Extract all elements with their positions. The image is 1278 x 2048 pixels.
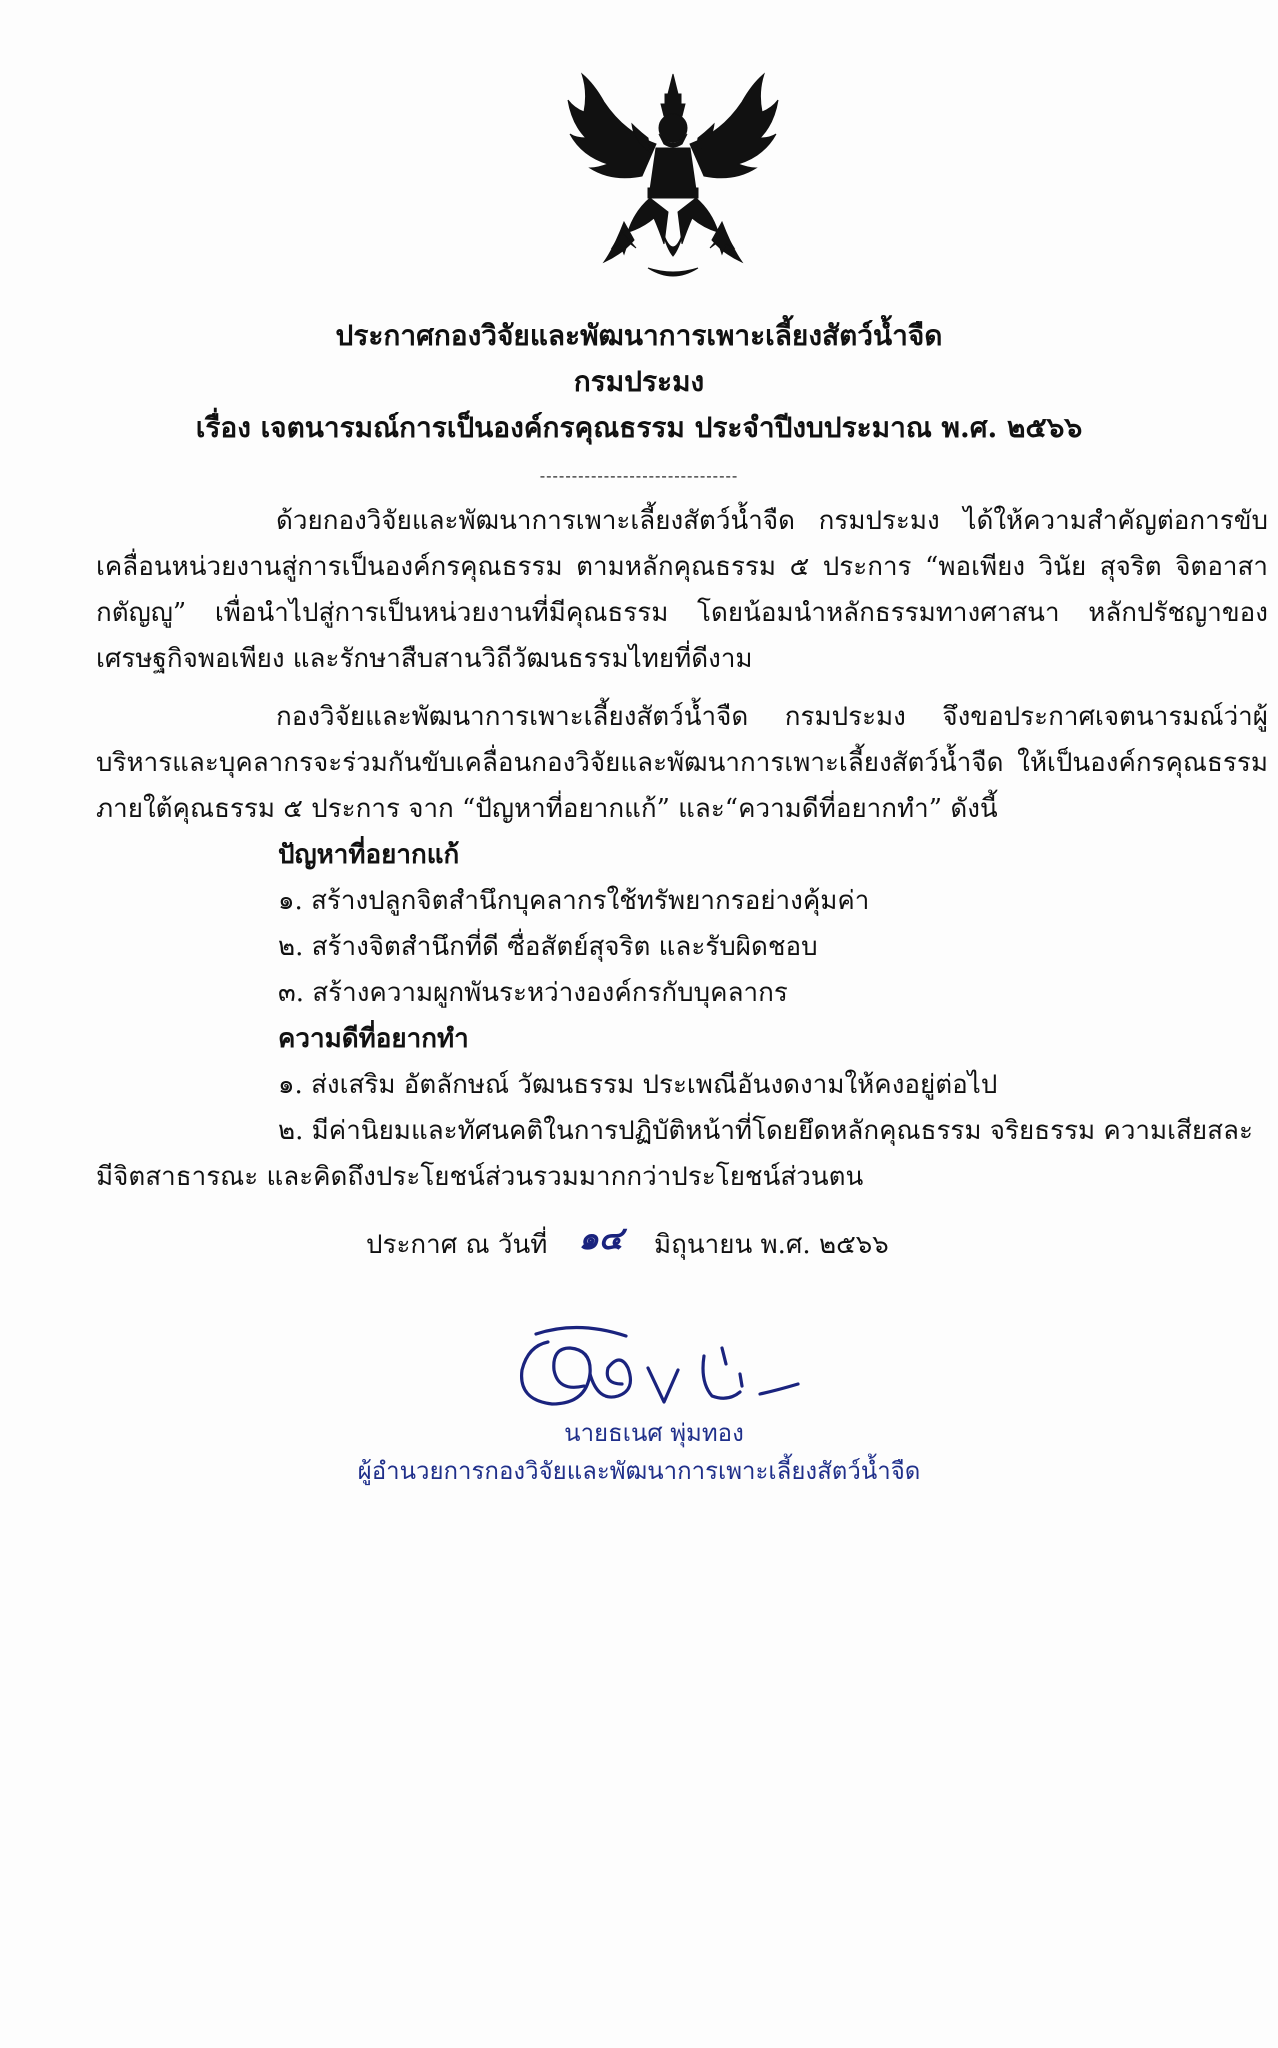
signer-title: ผู้อำนวยการกองวิจัยและพัฒนาการเพาะเลี้ยงสัตว์น้ำจืด: [357, 1457, 921, 1485]
header-subject: เรื่อง เจตนารมณ์การเป็นองค์กรคุณธรรม ประจำปีงบประมาณ พ.ศ. ๒๕๖๖: [195, 411, 1083, 444]
problems-heading: ปัญหาที่อยากแก้: [278, 840, 460, 870]
date-day-handwritten: ๑๔: [578, 1219, 623, 1257]
header-department: กรมประมง: [573, 365, 705, 398]
signer-block: [0, 1414, 1278, 1490]
problem-item: ๑. สร้างปลูกจิตสำนึกบุคลากรใช้ทรัพยากรอย่างคุ้มค่า: [278, 886, 870, 916]
paragraph-declaration-text: กองวิจัยและพัฒนาการเพาะเลี้ยงสัตว์น้ำจืด กรมประมง จึงขอประกาศเจตนารมณ์ว่าผู้บริหารและบุคลากรจะร่วมกันขับเคลื่อนกองวิจัยและพัฒนาการเพาะเลี้ยงสัตว์น้ำจืด ให้เป็นองค์กรคุณธรรม ภายใต้คุณธรรม ๕ ประการ จาก “ปัญหาที่อยากแก้” และ“ความดีที่อยากทำ” ดังนี้: [96, 702, 1268, 824]
goodness-item-text: ๒. มีค่านิยมและทัศนคติในการปฏิบัติหน้าที่โดยยึดหลักคุณธรรม จริยธรรม ความเสียสละมีจิตสาธารณะ และคิดถึงประโยชน์ส่วนรวมมากกว่าประโยชน์ส่วนตน: [96, 1116, 1253, 1192]
header-title: ประกาศกองวิจัยและพัฒนาการเพาะเลี้ยงสัตว์น้ำจืด: [335, 319, 943, 352]
announcement-body: [96, 498, 1268, 1200]
date-prefix: ประกาศ ณ วันที่: [366, 1230, 548, 1260]
problem-item: ๓. สร้างความผูกพันระหว่างองค์กรกับบุคลากร: [278, 978, 788, 1008]
paragraph-intro-text: ด้วยกองวิจัยและพัฒนาการเพาะเลี้ยงสัตว์น้ำจืด กรมประมง ได้ให้ความสำคัญต่อการขับเคลื่อนหน่วยงานสู่การเป็นองค์กรคุณธรรม ตามหลักคุณธรรม ๕ ประการ “พอเพียง วินัย สุจริต จิตอาสา กตัญญู” เพื่อนำไปสู่การเป็นหน่วยงานที่มีคุณธรรม โดยน้อมนำหลักธรรมทางศาสนา หลักปรัชญาของเศรษฐกิจพอเพียง และรักษาสืบสานวิถีวัฒนธรรมไทยที่ดีงาม: [96, 506, 1268, 674]
goodness-item-wrapped: [96, 1108, 1268, 1200]
garuda-emblem-icon: [564, 72, 782, 284]
problem-item: ๒. สร้างจิตสำนึกที่ดี ซื่อสัตย์สุจริต และรับผิดชอบ: [278, 932, 818, 962]
announcement-header: [0, 314, 1278, 450]
signer-name: นายธเนศ พุ่มทอง: [564, 1419, 744, 1447]
goodness-heading: ความดีที่อยากทำ: [278, 1024, 469, 1054]
paragraph-declaration: [96, 694, 1268, 832]
paragraph-intro: [96, 498, 1268, 682]
goodness-item: ๑. ส่งเสริม อัตลักษณ์ วัฒนธรรม ประเพณีอันงดงามให้คงอยู่ต่อไป: [278, 1070, 998, 1100]
handwritten-signature: [508, 1312, 804, 1420]
separator-line: -------------------------------: [539, 466, 739, 485]
announcement-date: [366, 1219, 889, 1265]
date-month-year: มิถุนายน พ.ศ. ๒๕๖๖: [653, 1230, 889, 1260]
